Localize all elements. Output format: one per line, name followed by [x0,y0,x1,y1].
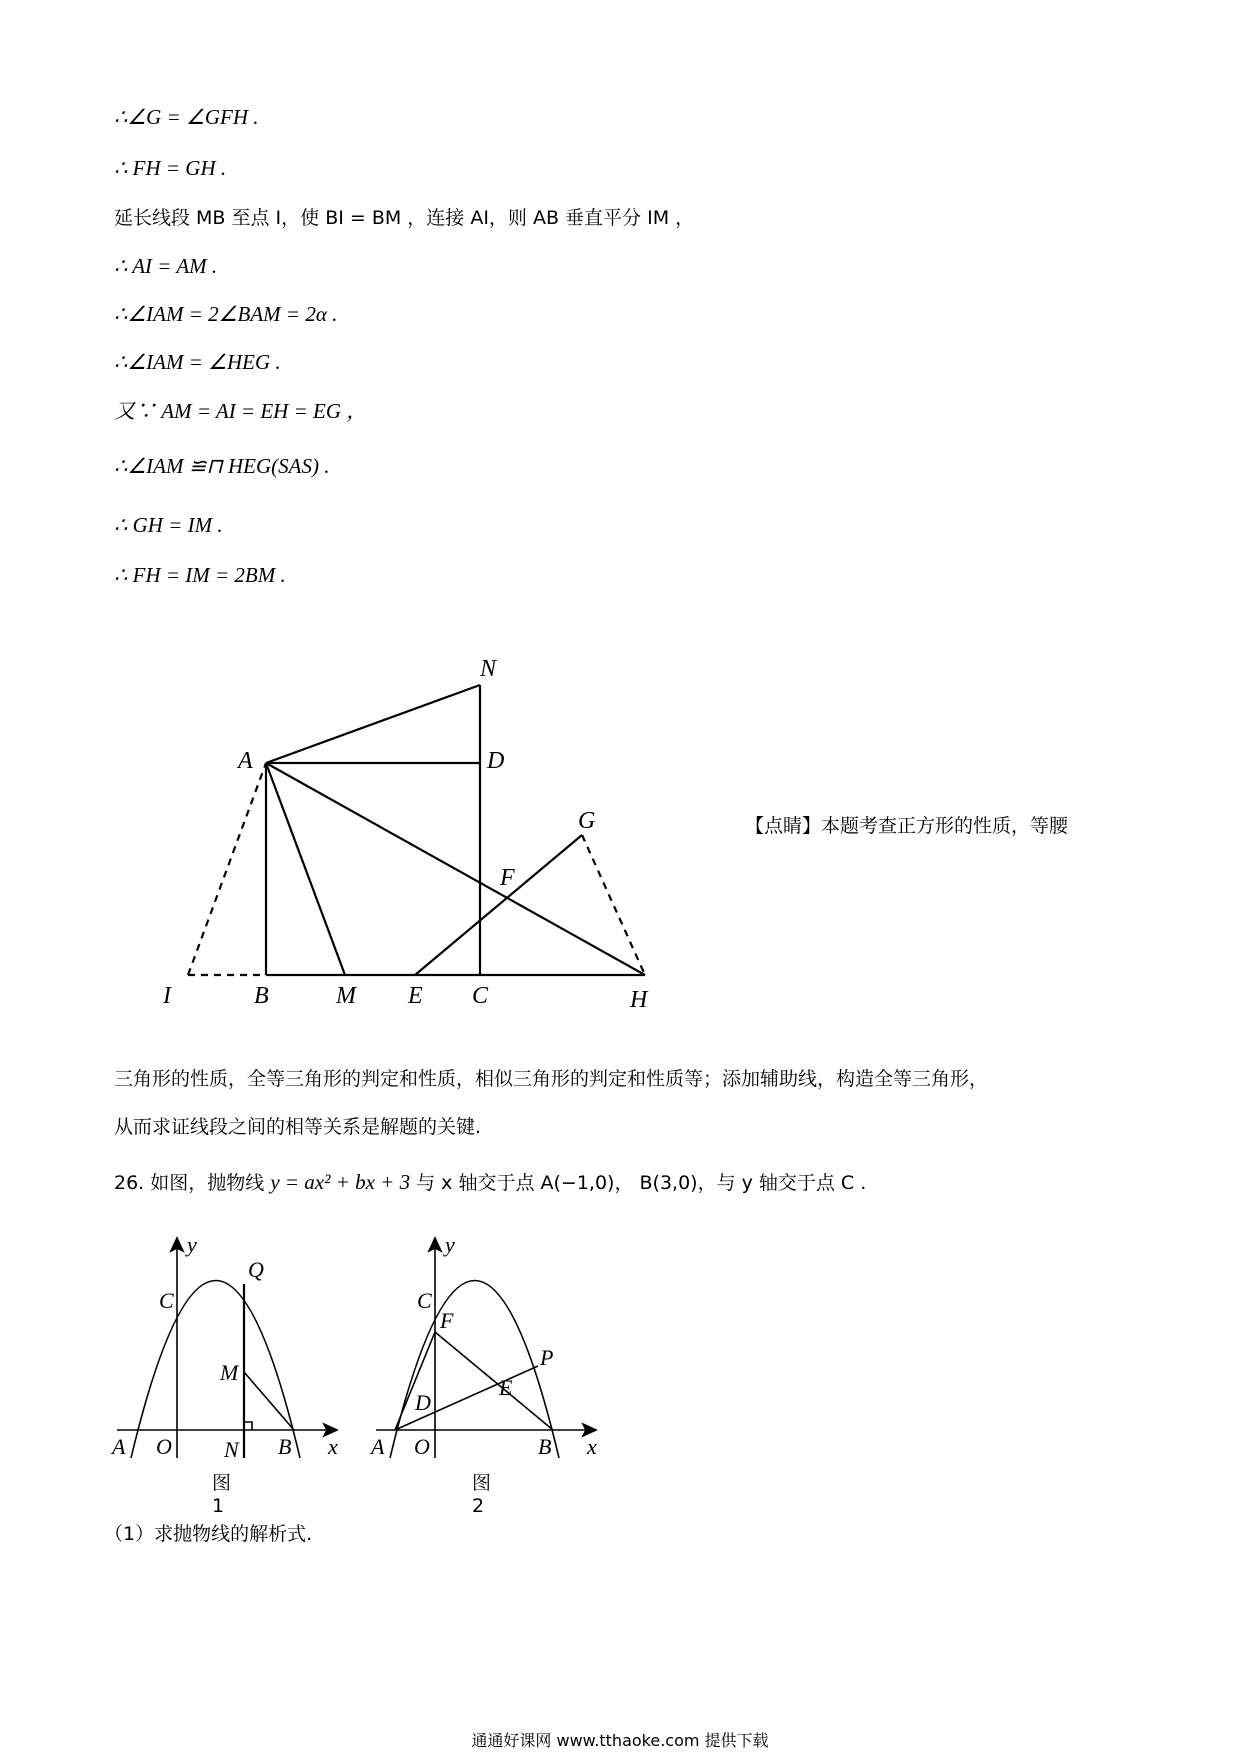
label-N: N [480,656,497,682]
proof-line: ∴∠G = ∠GFH . [114,105,259,129]
footer: 通通好课网 www.tthaoke.com 提供下载 [471,1731,769,1750]
fig2-label: E [499,1375,513,1400]
fig1-label: M [220,1360,239,1385]
proof-line: ∴ FH = GH . [114,156,227,180]
label-G: G [578,808,596,834]
fig2-label: A [371,1434,385,1459]
proof-line: ∴∠IAM = 2∠BAM = 2α . [114,302,338,326]
fig1-label: C [159,1288,174,1313]
proof-line: 又∵ AM = AI = EH = EG ， [114,399,368,423]
fig2-label: x [587,1434,597,1459]
proof-line: ∴ AI = AM . [114,254,218,278]
label-D: D [487,748,505,774]
question-text: 如图，抛物线 [150,1172,271,1194]
fig2-label: D [415,1390,431,1415]
comment-line: 三角形的性质，全等三角形的判定和性质，相似三角形的判定和性质等；添加辅助线，构造全等三角形， [114,1068,989,1090]
comment-line: 【点睛】本题考查正方形的性质，等腰 [745,815,1069,837]
fig1-label: y [187,1232,197,1257]
parabola-formula: y = ax² + bx + 3 [270,1170,411,1194]
fig1-label: x [328,1434,338,1459]
proof-line: ∴∠IAM ≌⊓ HEG(SAS) . [114,454,330,478]
question-number: 26. [114,1172,145,1194]
proof-line: ∴ GH = IM . [114,513,223,537]
fig2-label: P [540,1345,554,1370]
fig1-caption: 图1 [212,1472,232,1517]
proof-line: ∴ FH = IM = 2BM . [114,563,286,587]
label-C: C [472,983,489,1009]
label-I: I [163,983,171,1009]
fig1-label: N [224,1437,239,1462]
proof-line: 延长线段 MB 至点 I，使 BI = BM ，连接 AI，则 AB 垂直平分 IM ， [114,207,695,229]
fig1-label: Q [248,1257,264,1282]
question-26 [114,1169,866,1196]
label-F: F [500,865,515,891]
fig2-label: F [440,1308,454,1333]
comment-line: 从而求证线段之间的相等关系是解题的关键. [114,1116,482,1138]
label-M: M [336,983,356,1009]
question-text: 与 x 轴交于点 A(−1,0)， B(3,0)，与 y 轴交于点 C . [410,1172,867,1194]
label-H: H [630,987,648,1013]
proof-line: ∴∠IAM = ∠HEG . [114,350,281,374]
fig2-label: y [445,1232,455,1257]
fig2-label: B [538,1434,552,1459]
fig2-caption: 图2 [472,1472,492,1517]
fig2-label: C [417,1288,432,1313]
fig2-label: O [414,1434,430,1459]
label-B: B [254,983,269,1009]
fig1-label: A [112,1434,126,1459]
fig1-label: B [278,1434,292,1459]
question-part-1: （1）求抛物线的解析式. [104,1523,313,1545]
label-E: E [408,983,423,1009]
label-A: A [238,748,253,774]
fig1-label: O [156,1434,172,1459]
